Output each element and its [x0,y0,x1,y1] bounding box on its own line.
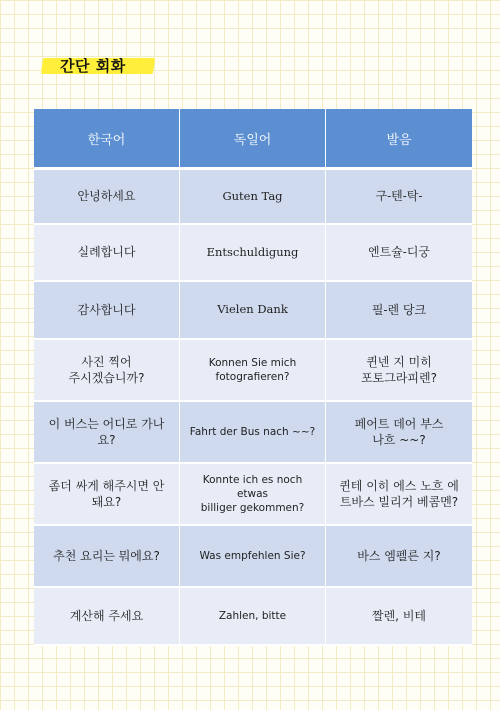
pronunciation-cell: 페어트 데어 부스 나흐 ~~? [326,402,472,464]
table-row [34,225,472,282]
german-cell: Konnen Sie mich fotografieren? [180,340,326,402]
table-row [34,170,472,225]
pronunciation-cell: 엔트슐-디궁 [326,225,472,282]
pronunciation-cell: 퀸테 이히 에스 노흐 에 트바스 빌리거 베콤멘? [326,464,472,526]
page-title: 간단 회화 [60,57,126,75]
table-row [34,340,472,402]
table-row [34,282,472,340]
table-row [34,402,472,464]
pronunciation-cell: 필-렌 당크 [326,282,472,340]
german-cell: Vielen Dank [180,282,326,340]
korean-cell: 추천 요리는 뭐에요? [34,526,180,588]
header-german: 독일어 [180,109,326,170]
header-pronunciation: 발음 [326,109,472,170]
table-header-row [34,109,472,170]
korean-cell: 좀더 싸게 해주시면 안 돼요? [34,464,180,526]
korean-cell: 감사합니다 [34,282,180,340]
pronunciation-cell: 구-텐-탁- [326,170,472,225]
korean-cell: 실례합니다 [34,225,180,282]
title-block [42,56,154,76]
korean-cell: 이 버스는 어디로 가나 요? [34,402,180,464]
german-cell: Entschuldigung [180,225,326,282]
pronunciation-cell: 바스 엠펠른 지? [326,526,472,588]
header-korean: 한국어 [34,109,180,170]
table-row [34,464,472,526]
german-cell: Fahrt der Bus nach ~~? [180,402,326,464]
table-row [34,526,472,588]
german-cell: Guten Tag [180,170,326,225]
german-cell: Konnte ich es noch etwas billiger gekommen? [180,464,326,526]
korean-cell: 계산해 주세요 [34,588,180,646]
pronunciation-cell: 짤렌, 비테 [326,588,472,646]
german-cell: Was empfehlen Sie? [180,526,326,588]
korean-cell: 안녕하세요 [34,170,180,225]
pronunciation-cell: 퀸넨 지 미히 포토그라피렌? [326,340,472,402]
phrase-table [34,109,472,646]
german-cell: Zahlen, bitte [180,588,326,646]
table-row [34,588,472,646]
korean-cell: 사진 찍어 주시겠습니까? [34,340,180,402]
